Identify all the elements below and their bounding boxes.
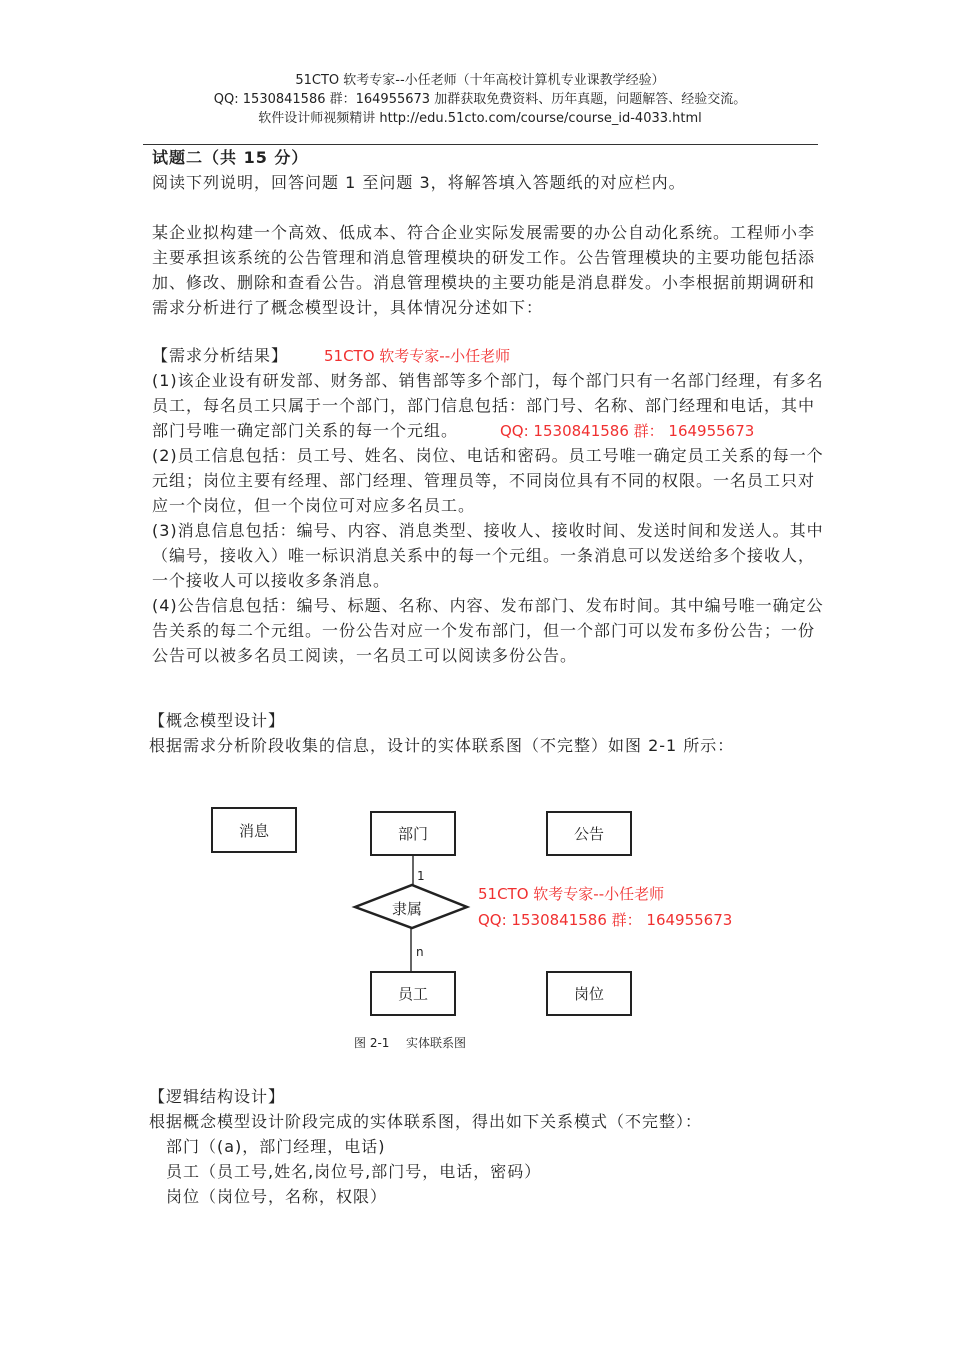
entity-employee: 员工	[370, 971, 456, 1016]
relationship-label: 隶属	[392, 900, 423, 918]
concept-heading: 【概念模型设计】	[149, 711, 286, 730]
intro-line: 加、修改、删除和查看公告。消息管理模块的主要功能是消息群发。小李根据前期调研和	[152, 273, 816, 292]
requirement-line: (3)消息信息包括：编号、内容、消息类型、接收人、接收时间、发送时间和发送人。其中	[152, 521, 824, 540]
figure-caption: 实体联系图	[406, 1036, 467, 1050]
header-line-3: 软件设计师视频精讲 http://edu.51cto.com/course/course_id-4033.html	[258, 111, 702, 126]
header-line-2: QQ: 1530841586 群：164955673 加群获取免费资料、历年真题，问题解答、经验交流。	[213, 92, 747, 107]
logic-text: 根据概念模型设计阶段完成的实体联系图，得出如下关系模式（不完整）：	[149, 1112, 703, 1131]
concept-text: 根据需求分析阶段收集的信息，设计的实体联系图（不完整）如图 2-1 所示：	[149, 736, 735, 755]
schema-employee: 员工（员工号,姓名,岗位号,部门号，电话，密码）	[166, 1162, 542, 1181]
requirement-line: 部门号唯一确定部门关系的每一个元组。	[152, 421, 459, 440]
cardinality-bottom: n	[416, 945, 424, 959]
intro-line: 需求分析进行了概念模型设计，具体情况分述如下：	[152, 298, 544, 317]
header-line-1: 51CTO 软考专家--小任老师（十年高校计算机专业课教学经验）	[295, 73, 665, 88]
schema-position: 岗位（岗位号，名称，权限）	[166, 1187, 388, 1206]
watermark-red-line-1: 51CTO 软考专家--小任老师	[478, 885, 665, 903]
instruction: 阅读下列说明，回答问题 1 至问题 3，将解答填入答题纸的对应栏内。	[152, 173, 686, 192]
intro-line: 主要承担该系统的公告管理和消息管理模块的研发工作。公告管理模块的主要功能包括添	[152, 248, 816, 267]
requirement-line: 一个接收人可以接收多条消息。	[152, 571, 391, 590]
entity-department: 部门	[370, 811, 456, 856]
intro-line: 某企业拟构建一个高效、低成本、符合企业实际发展需要的办公自动化系统。工程师小李	[152, 223, 816, 242]
requirement-line: (4)公告信息包括：编号、标题、名称、内容、发布部门、发布时间。其中编号唯一确定公	[152, 596, 824, 615]
requirement-line: 元组；岗位主要有经理、部门经理、管理员等，不同岗位具有不同的权限。一名员工只对	[152, 471, 816, 490]
entity-announcement: 公告	[546, 811, 632, 856]
watermark-red-line-1: 51CTO 软考专家--小任老师	[324, 347, 511, 365]
requirement-line: 应一个岗位，但一个岗位可对应多名员工。	[152, 496, 476, 515]
cardinality-top: 1	[417, 869, 425, 883]
requirement-line: 公告可以被多名员工阅读，一名员工可以阅读多份公告。	[152, 646, 578, 665]
requirement-line: (2)员工信息包括：员工号、姓名、岗位、电话和密码。员工号唯一确定员工关系的每一个	[152, 446, 824, 465]
requirement-line: (1)该企业设有研发部、财务部、销售部等多个部门，每个部门只有一名部门经理，有多名	[152, 371, 824, 390]
watermark-red-line-2: QQ: 1530841586 群： 164955673	[500, 422, 755, 440]
watermark-red-line-2: QQ: 1530841586 群： 164955673	[478, 911, 733, 929]
entity-message: 消息	[211, 807, 297, 853]
logic-heading: 【逻辑结构设计】	[149, 1087, 286, 1106]
question-title: 试题二（共 15 分）	[152, 148, 309, 167]
requirement-line: 员工，每名员工只属于一个部门，部门信息包括：部门号、名称、部门经理和电话，其中	[152, 396, 816, 415]
requirements-heading: 【需求分析结果】	[152, 346, 289, 365]
requirement-line: 告关系的每二个元组。一份公告对应一个发布部门，但一个部门可以发布多份公告；一份	[152, 621, 816, 640]
schema-department: 部门（(a)，部门经理，电话)	[166, 1137, 386, 1156]
figure-number: 图 2-1	[354, 1036, 390, 1050]
entity-position: 岗位	[546, 971, 632, 1016]
requirement-line: （编号，接收入）唯一标识消息关系中的每一个元组。一条消息可以发送给多个接收人，	[152, 546, 816, 565]
